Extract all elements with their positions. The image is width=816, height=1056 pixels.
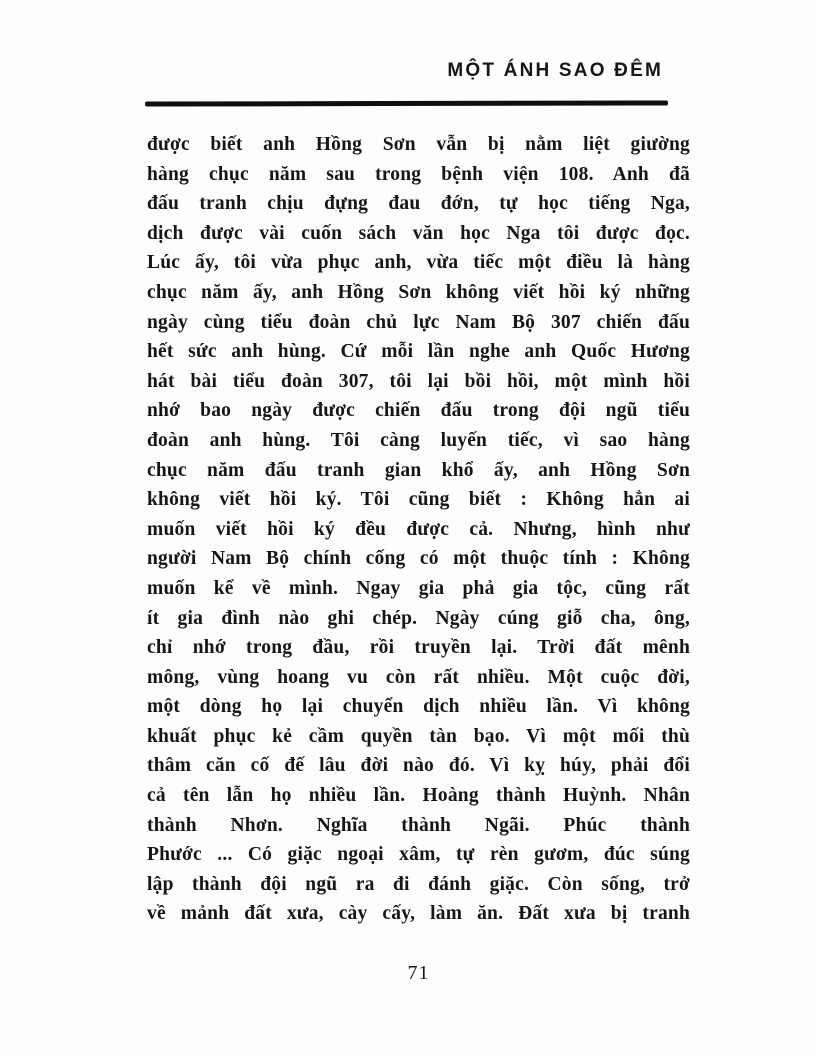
text-line: không viết hồi ký. Tôi cũng biết : Không hẳn ai (147, 489, 690, 511)
text-line: hết sức anh hùng. Cứ mỗi lần nghe anh Quốc Hương (147, 341, 690, 363)
text-line: được biết anh Hồng Sơn vẫn bị nằm liệt giường (147, 134, 690, 155)
text-line: dịch được vài cuốn sách văn học Nga tôi được đọc. (147, 222, 690, 244)
page-number: 71 (407, 962, 430, 984)
text-line: đoàn anh hùng. Tôi càng luyến tiếc, vì sao hàng (147, 429, 690, 451)
text-line: Lúc ấy, tôi vừa phục anh, vừa tiếc một điều là hàng (147, 252, 690, 274)
text-line: hàng chục năm sau trong bệnh viện 108. Anh đã (147, 163, 690, 185)
text-line: muốn kể về mình. Ngay gia phả gia tộc, cũng rất (147, 577, 690, 599)
text-line: chục năm ấy, anh Hồng Sơn không viết hồi ký những (147, 281, 690, 303)
text-line: cả tên lẫn họ nhiều lần. Hoàng thành Huỳnh. Nhân (147, 785, 690, 807)
text-line: một dòng họ lại chuyển dịch nhiều lần. Vì không (147, 696, 690, 718)
text-line: ít gia đình nào ghi chép. Ngày cúng giỗ cha, ông, (147, 607, 690, 629)
text-line: mông, vùng hoang vu còn rất nhiều. Một cuộc đời, (147, 666, 690, 688)
body-text (147, 130, 690, 929)
text-line: lập thành đội ngũ ra đi đánh giặc. Còn sống, trở (147, 873, 690, 895)
text-line: nhớ bao ngày được chiến đấu trong đội ngũ tiểu (147, 400, 690, 422)
header-rule-divider (145, 100, 668, 106)
text-line: muốn viết hồi ký đều được cả. Nhưng, hình như (147, 518, 690, 540)
text-line: hát bài tiểu đoàn 307, tôi lại bồi hồi, một mình hồi (147, 370, 690, 392)
text-line: người Nam Bộ chính cống có một thuộc tính : Không (147, 548, 690, 570)
text-line: thâm căn cố đế lâu đời nào đó. Vì kỵ húy, phải đổi (147, 755, 690, 777)
text-line: về mảnh đất xưa, cày cấy, làm ăn. Đất xưa bị tranh (147, 903, 690, 925)
text-line: thành Nhơn. Nghĩa thành Ngãi. Phúc thành (147, 814, 690, 836)
running-header: MỘT ÁNH SAO ĐÊM (447, 60, 663, 81)
text-line: đấu tranh chịu đựng đau đớn, tự học tiếng Nga, (147, 193, 690, 215)
text-line: chỉ nhớ trong đầu, rồi truyền lại. Trời đất mênh (147, 637, 690, 659)
text-line: chục năm đấu tranh gian khổ ấy, anh Hồng Sơn (147, 459, 690, 481)
text-line: Phước ... Có giặc ngoại xâm, tự rèn gươm, đúc súng (147, 844, 690, 866)
text-line: ngày cùng tiểu đoàn chủ lực Nam Bộ 307 chiến đấu (147, 311, 690, 333)
text-line: khuất phục kẻ cầm quyền tàn bạo. Vì một mối thù (147, 725, 690, 747)
